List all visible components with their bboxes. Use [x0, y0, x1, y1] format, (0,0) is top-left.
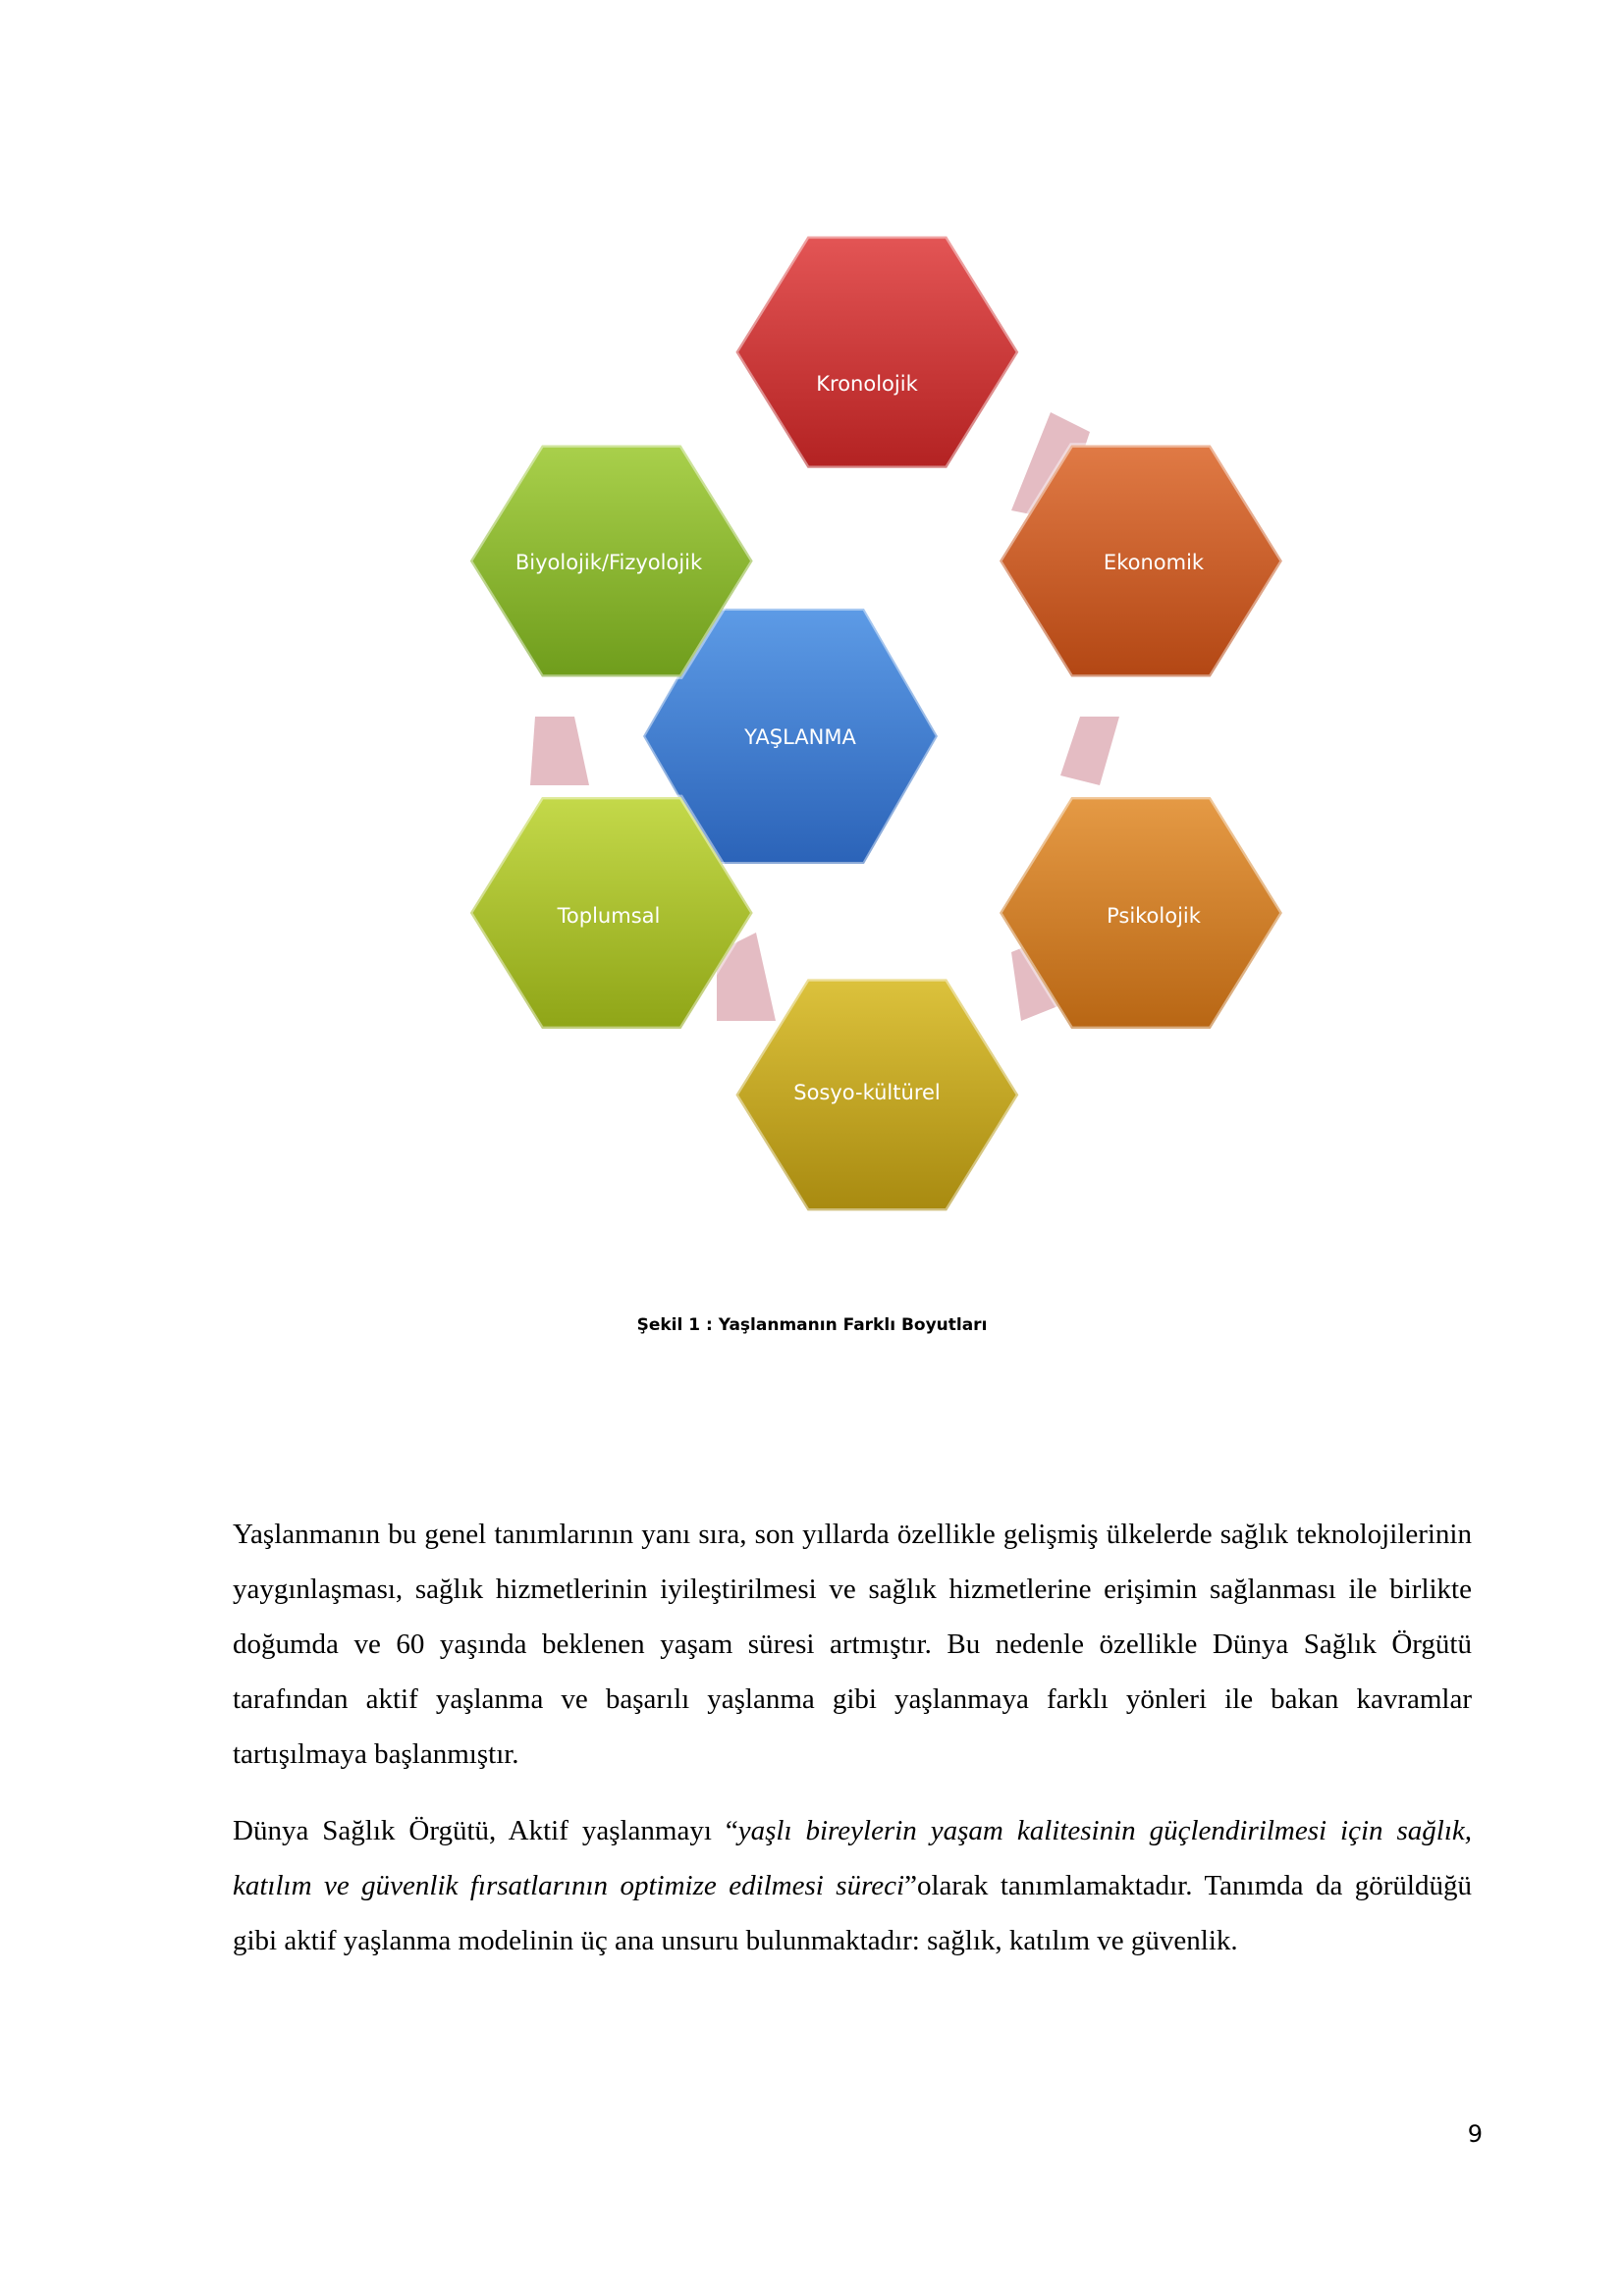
- center-label: YAŞLANMA: [744, 725, 856, 749]
- paragraph-2-after: ”olarak tanımlamaktadır. Tanımda da görüldüğü gibi aktif yaşlanma modelinin üç ana unsuru bulunmaktadır: sağlık, katılım ve güvenlik.: [233, 1870, 1472, 1956]
- node-label-psikolojik: Psikolojik: [1107, 904, 1201, 928]
- paragraph-2-italic-quote: yaşlı bireylerin yaşam kalitesinin güçlendirilmesi için sağlık, katılım ve güvenlik fırsatlarının optimize edilmesi süreci: [233, 1815, 1472, 1901]
- hexagon-diagram-svg: [422, 226, 1365, 1286]
- hexagon-sosyo-kulturel: [735, 979, 1018, 1210]
- aging-dimensions-diagram: [422, 226, 1365, 1286]
- page-number: 9: [1467, 2120, 1483, 2148]
- connector-ekonomik-psikolojik: [1060, 717, 1119, 785]
- paragraph-1: Yaşlanmanın bu genel tanımlarının yanı sıra, son yıllarda özellikle gelişmiş ülkelerde sağlık teknolojilerinin yaygınlaşması, sağlık hizmetlerinin iyileştirilmesi ve sağlık hizmetlerine erişimin sağlanması ile birlikte doğumda ve 60 yaşında beklenen yaşam süresi artmıştır. Bu nedenle özellikle Dünya Sağlık Örgütü tarafından aktif yaşlanma ve başarılı yaşlanma gibi yaşlanmaya farklı yönleri ile bakan kavramlar tartışılmaya başlanmıştır.: [233, 1519, 1472, 1770]
- node-label-kronolojik: Kronolojik: [816, 372, 918, 396]
- figure-caption: Şekil 1 : Yaşlanmanın Farklı Boyutları: [636, 1315, 988, 1335]
- connector-toplumsal-biyolojik: [530, 717, 589, 785]
- paragraph-2-before: Dünya Sağlık Örgütü, Aktif yaşlanmayı “: [233, 1815, 738, 1846]
- node-label-sosyo-kulturel: Sosyo-kültürel: [793, 1081, 941, 1104]
- paragraph-2: [233, 1803, 1472, 1968]
- node-label-ekonomik: Ekonomik: [1103, 551, 1205, 574]
- node-label-biyolojik-fizyolojik: Biyolojik/Fizyolojik: [514, 551, 703, 574]
- node-label-toplumsal: Toplumsal: [557, 904, 661, 928]
- hexagon-kronolojik: [735, 237, 1018, 468]
